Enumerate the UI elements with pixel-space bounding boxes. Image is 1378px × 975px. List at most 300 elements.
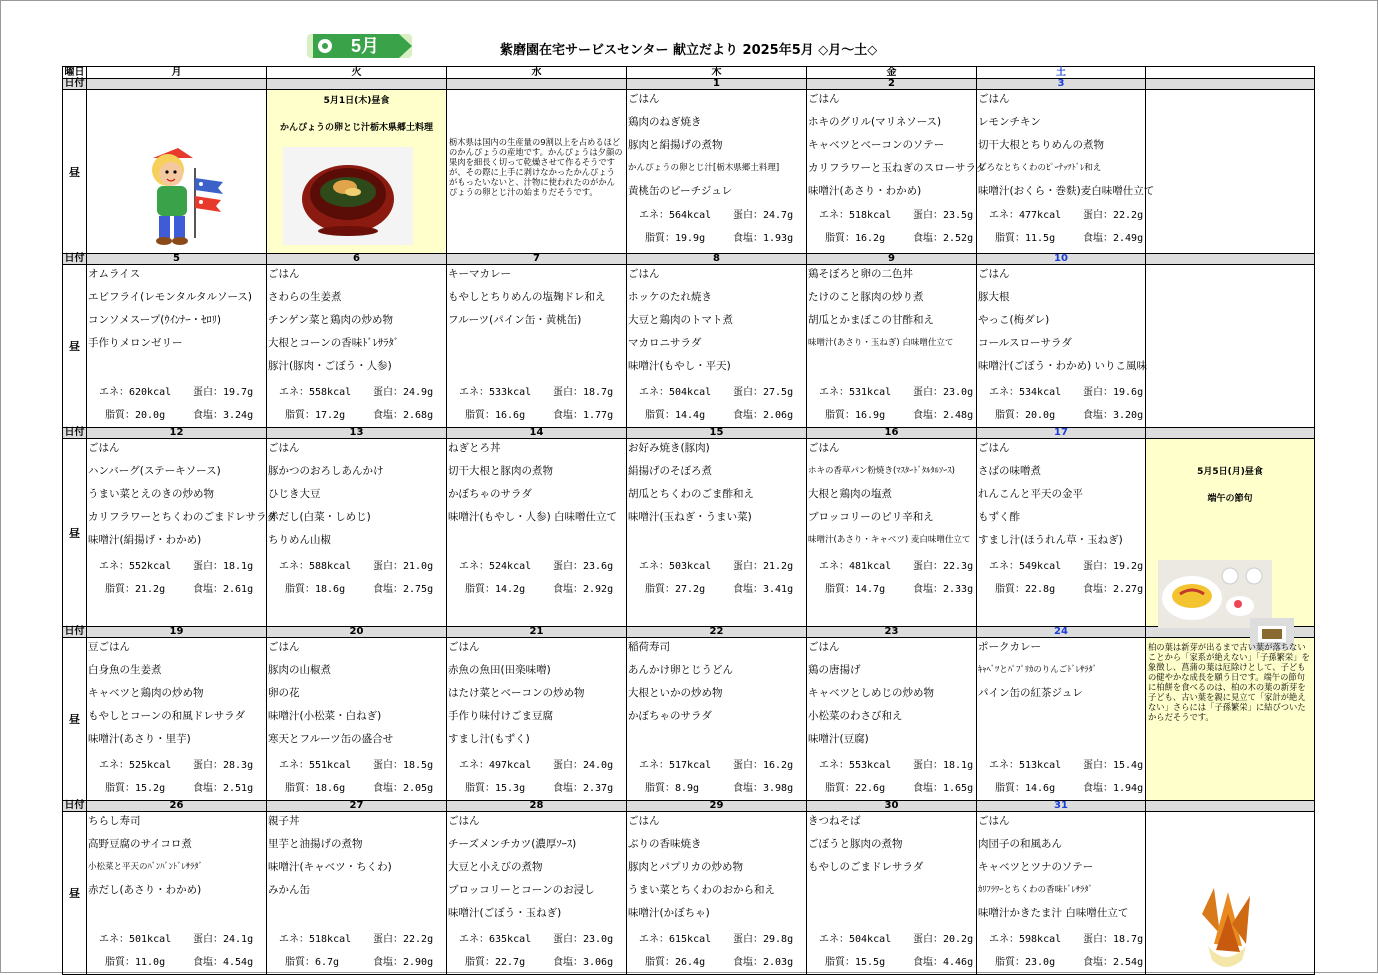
day-cell-body <box>447 265 626 427</box>
day-cell-body <box>267 638 446 800</box>
menu-items <box>808 639 975 754</box>
weekday-0: 月 <box>87 67 267 79</box>
date-cell: 14 <box>447 428 627 439</box>
nutrition-row <box>267 404 446 427</box>
day-cell-body <box>87 812 266 974</box>
weekday-header-row <box>63 67 1315 79</box>
protein-value: 蛋白：28.3g <box>193 760 254 771</box>
date-label: 日付 <box>64 427 85 438</box>
menu-item: ごはん <box>808 93 840 105</box>
date-row <box>63 627 1315 638</box>
menu-item: 大豆と鶏肉のトマト煮 <box>628 314 733 326</box>
menu-item: フルーツ(パイン缶・黄桃缶) <box>448 314 582 326</box>
nutrition-row <box>977 555 1145 578</box>
nutrition-row <box>977 404 1145 427</box>
menu-item: ごはん <box>978 815 1010 827</box>
menu-item: 味噌汁(小松菜・白ねぎ) <box>268 710 382 722</box>
menu-item: ごはん <box>268 641 300 653</box>
nutrition-row <box>627 928 806 951</box>
day-cell <box>627 265 807 428</box>
protein-value: 蛋白：24.7g <box>733 210 794 221</box>
menu-item: うまい菜とちくわのおから和え <box>628 884 775 896</box>
protein-value: 蛋白：23.6g <box>553 561 614 572</box>
menu-item: 卵の花 <box>268 687 300 699</box>
nutrition <box>447 555 626 601</box>
nutrition-row <box>87 928 266 951</box>
menu-item: 鶏そぼろと卵の二色丼 <box>808 268 913 280</box>
lunch-label: 昼 <box>63 638 87 801</box>
menu-item: チーズメンチカツ(濃厚ｿｰｽ) <box>448 838 577 850</box>
nutrition-row <box>977 204 1145 227</box>
nutrition-row <box>807 754 976 777</box>
nutrition-row <box>807 555 976 578</box>
menu-item: 豚肉とパプリカの炒め物 <box>628 861 743 873</box>
protein-value: 蛋白：24.9g <box>373 387 434 398</box>
nutrition-row <box>807 578 976 601</box>
fat-value: 脂質：8.9g <box>645 783 700 794</box>
date-cell: 16 <box>807 428 977 439</box>
protein-value: 蛋白：18.1g <box>913 760 974 771</box>
menu-items <box>628 91 805 206</box>
day-cell-body <box>267 265 446 427</box>
menu-item: ポークカレー <box>978 641 1041 653</box>
salt-value: 食塩：2.68g <box>373 410 434 421</box>
menu-item: キャベツとしめじの炒め物 <box>808 687 934 699</box>
nutrition-row <box>627 555 806 578</box>
nutrition <box>87 381 266 427</box>
feature-cell <box>267 90 623 254</box>
nutrition-row <box>87 555 266 578</box>
menu-item: 味噌汁(あさり・里芋) <box>88 733 191 745</box>
menu-item: ごはん <box>808 641 840 653</box>
menu-item: ごはん <box>978 442 1010 454</box>
menu-item: さばの味噌煮 <box>978 465 1041 477</box>
lunch-label: 昼 <box>63 265 87 428</box>
menu-item: さわらの生姜煮 <box>268 291 342 303</box>
day-cell-body <box>447 638 626 800</box>
nutrition-row <box>807 381 976 404</box>
nutrition <box>627 555 806 601</box>
menu-item: コンソメスープ(ｳｲﾝﾅｰ・ｾﾛﾘ) <box>88 314 221 326</box>
fat-value: 脂質：15.5g <box>825 957 886 968</box>
salt-value: 食塩：3.20g <box>1083 410 1144 421</box>
day-cell-body <box>267 439 446 601</box>
menu-item: もずく酢 <box>978 511 1020 523</box>
date-row <box>63 801 1315 812</box>
nutrition <box>807 381 976 427</box>
menu-item: ごはん <box>448 641 480 653</box>
bamboo-shoot-illustration <box>1194 884 1258 968</box>
nutrition <box>87 928 266 974</box>
weekday-extra <box>1146 67 1315 79</box>
menu-item: カリフラワーとちくわのごまドレサラダ <box>88 511 277 523</box>
menu-item: ごぼうと豚肉の煮物 <box>808 838 903 850</box>
menu-item <box>448 532 625 555</box>
menu-items <box>808 266 975 381</box>
nutrition-row <box>627 204 806 227</box>
protein-value: 蛋白：23.0g <box>913 387 974 398</box>
protein-value: 蛋白：19.6g <box>1083 387 1144 398</box>
nutrition-row <box>447 754 626 777</box>
menu-item: 味噌汁(豆腐) <box>808 733 869 745</box>
fat-value: 脂質：16.6g <box>465 410 526 421</box>
nutrition <box>807 754 976 800</box>
date-cell: 12 <box>87 428 267 439</box>
menu-item <box>88 905 265 928</box>
menu-item: ごはん <box>268 442 300 454</box>
menu-item: 味噌汁(ごぼう・わかめ) いりこ風味 <box>978 360 1148 372</box>
protein-value: 蛋白：22.2g <box>373 934 434 945</box>
menu-items <box>628 266 805 381</box>
energy-value: エネ：615kcal <box>639 934 712 945</box>
extra-cell-body <box>1146 812 1314 974</box>
menu-item: 手作り味付けごま豆腐 <box>448 710 553 722</box>
menu-item: 鶏の唐揚げ <box>808 664 861 676</box>
day-cell <box>807 638 977 801</box>
menu-item: やっこ(梅ダレ) <box>978 314 1050 326</box>
salt-value: 食塩：1.93g <box>733 233 794 244</box>
day-cell <box>627 812 807 975</box>
nutrition <box>977 928 1145 974</box>
fat-value: 脂質：11.5g <box>995 233 1056 244</box>
feature-date: 5月1日(木)昼食 <box>323 96 390 106</box>
menu-item: キャベツと鶏肉の炒め物 <box>88 687 204 699</box>
day-cell-body <box>977 90 1155 250</box>
date-cell: 17 <box>977 428 1146 439</box>
lunch-label: 昼 <box>63 439 87 627</box>
date-cell: 5 <box>87 254 267 265</box>
nutrition <box>627 754 806 800</box>
protein-value: 蛋白：22.3g <box>913 561 974 572</box>
date-cell: 21 <box>447 627 627 638</box>
menu-item: 大根といかの炒め物 <box>628 687 723 699</box>
menu-item: ごはん <box>88 442 120 454</box>
lunch-label: 昼 <box>63 812 87 975</box>
day-cell <box>627 90 807 254</box>
salt-value: 食塩：2.52g <box>913 233 974 244</box>
side-feature-title: 端午の節句 <box>1207 494 1253 504</box>
energy-value: エネ：481kcal <box>819 561 892 572</box>
menu-item: 豚肉と絹揚げの煮物 <box>628 139 723 151</box>
menu-item: 胡瓜とちくわのごま酢和え <box>628 488 754 500</box>
day-cell <box>977 265 1146 428</box>
protein-value: 蛋白：19.7g <box>193 387 254 398</box>
protein-value: 蛋白：21.0g <box>373 561 434 572</box>
menu-items <box>268 639 445 754</box>
menu-item: 味噌汁(ごぼう・玉ねぎ) <box>448 907 562 919</box>
nutrition-row <box>87 951 266 974</box>
day-cell-body <box>447 812 626 974</box>
weekday-3: 木 <box>627 67 807 79</box>
nutrition-row <box>807 928 976 951</box>
day-cell-body <box>447 439 626 601</box>
side-feature-cell <box>1146 439 1315 627</box>
menu-item: ホッケのたれ焼き <box>628 291 712 303</box>
side-feature-text: 柏の葉は新芽が出るまで古い葉が落ちないことから「家系が絶えない」「子孫繁栄」を象徴し、菖蒲の葉は厄除けとして、子どもの健やかな成長を願う日です。端午の節句に柏餅を食べるのは、柏の木の葉の新芽を子ども、古い葉を親に見立て「家計が絶えない」さらには「子孫繁栄」に結びついたからだそうです。 <box>1148 642 1310 722</box>
menu-item: ホキのグリル(マリネソース) <box>808 116 942 128</box>
fat-value: 脂質：26.4g <box>645 957 706 968</box>
nutrition-row <box>447 555 626 578</box>
protein-value: 蛋白：18.7g <box>1083 934 1144 945</box>
date-cell: 22 <box>627 627 807 638</box>
salt-value: 食塩：2.51g <box>193 783 254 794</box>
date-cell <box>87 79 267 90</box>
fat-value: 脂質：20.0g <box>105 410 166 421</box>
menu-item: 赤だし(白菜・しめじ) <box>268 511 371 523</box>
menu-item: 味噌汁かきたま汁 白味噌仕立て <box>978 907 1129 919</box>
date-cell <box>447 79 627 90</box>
salt-value: 食塩：2.37g <box>553 783 614 794</box>
menu-item: もやしとコーンの和風ドレサラダ <box>88 710 246 722</box>
nutrition <box>87 555 266 601</box>
menu-item: ハンバーグ(ステーキソース) <box>88 465 221 477</box>
fat-value: 脂質：11.0g <box>105 957 166 968</box>
menu-item: 黄桃缶のピーチジュレ <box>628 185 733 197</box>
menu-item <box>448 335 625 358</box>
menu-item: 味噌汁(もやし・平天) <box>628 360 731 372</box>
day-cell <box>87 812 267 975</box>
menu-items <box>268 266 445 381</box>
fat-value: 脂質：6.7g <box>285 957 340 968</box>
feature-text: 栃木県は国内の生産量の9割以上を占めるほどのかんぴょうの産地です。かんぴょうは夕顔の果肉を細長く切って乾燥させて作るそうですが、その際に上手に剥けなかったかんぴょうがもったいないと、汁物に使われたのがかんぴょうの卵とじ汁の始まりだそうです。 <box>449 137 623 197</box>
nutrition-row <box>447 928 626 951</box>
fat-value: 脂質：22.7g <box>465 957 526 968</box>
weekday-1: 火 <box>267 67 447 79</box>
child-carp-streamer-illustration <box>123 138 233 248</box>
menu-item: ねぎとろ丼 <box>448 442 501 454</box>
extra-cell <box>1146 90 1315 254</box>
date-cell: 3 <box>977 79 1146 90</box>
salt-value: 食塩：3.41g <box>733 584 794 595</box>
menu-item <box>978 708 1144 731</box>
fat-value: 脂質：27.2g <box>645 584 706 595</box>
menu-item: ブロッコリーのピリ辛和え <box>808 511 934 523</box>
day-cell <box>87 90 267 254</box>
menu-items <box>628 813 805 928</box>
day-cell <box>267 265 447 428</box>
menu-item: 赤だし(あさり・わかめ) <box>88 884 202 896</box>
menu-item: 赤魚の魚田(田楽味噌) <box>448 664 551 676</box>
energy-value: エネ：552kcal <box>99 561 172 572</box>
day-cell <box>87 265 267 428</box>
nutrition-row <box>267 928 446 951</box>
day-cell-body <box>267 812 446 974</box>
menu-item <box>448 358 625 381</box>
menu-items <box>978 639 1144 754</box>
nutrition-row <box>627 578 806 601</box>
nutrition <box>447 754 626 800</box>
menu-item: お好み焼き(豚肉) <box>628 442 710 454</box>
salt-value: 食塩：3.06g <box>553 957 614 968</box>
day-cell-body <box>627 812 806 974</box>
menu-item: 鶏肉のねぎ焼き <box>628 116 702 128</box>
fat-value: 脂質：16.2g <box>825 233 886 244</box>
day-cell <box>977 638 1146 801</box>
day-cell <box>977 90 1155 254</box>
salt-value: 食塩：4.54g <box>193 957 254 968</box>
menu-item: ひじき大豆 <box>268 488 321 500</box>
nutrition-row <box>807 777 976 800</box>
extra-cell <box>1146 812 1315 975</box>
month-badge-text: 5月 <box>350 36 380 56</box>
salt-value: 食塩：2.03g <box>733 957 794 968</box>
menu-item: キャベツとツナのソテー <box>978 861 1094 873</box>
menu-item: かぼちゃのサラダ <box>628 710 712 722</box>
energy-value: エネ：534kcal <box>989 387 1062 398</box>
day-cell <box>977 812 1146 975</box>
menu-items <box>978 91 1155 206</box>
menu-item: はたけ菜とベーコンの炒め物 <box>448 687 585 699</box>
menu-items <box>88 813 265 928</box>
menu-item: 豚大根 <box>978 291 1010 303</box>
protein-value: 蛋白：20.2g <box>913 934 974 945</box>
menu-item: 味噌汁(あさり・玉ねぎ) 白味噌仕立て <box>808 338 954 348</box>
fat-value: 脂質：14.6g <box>995 783 1056 794</box>
menu-item: 豆ごはん <box>88 641 130 653</box>
day-cell-body <box>267 93 623 253</box>
nutrition-row <box>87 404 266 427</box>
day-cell-body <box>447 90 626 250</box>
date-row <box>63 428 1315 439</box>
date-label: 日付 <box>64 253 85 264</box>
salt-value: 食塩：2.75g <box>373 584 434 595</box>
nutrition-row <box>977 754 1145 777</box>
menu-item: ごはん <box>808 442 840 454</box>
nutrition <box>447 381 626 427</box>
menu-item: ごはん <box>628 815 660 827</box>
menu-items <box>88 639 265 754</box>
menu-item: うまい菜とえのきの炒め物 <box>88 488 214 500</box>
date-label: 日付 <box>64 626 85 637</box>
energy-value: エネ：531kcal <box>819 387 892 398</box>
menu-item <box>808 905 975 928</box>
energy-value: エネ：517kcal <box>639 760 712 771</box>
nutrition-row <box>977 928 1145 951</box>
menu-item: あんかけ卵とじうどん <box>628 664 733 676</box>
salt-value: 食塩：2.90g <box>373 957 434 968</box>
menu-item: 豚汁(豚肉・ごぼう・人参) <box>268 360 392 372</box>
menu-item: 大根とコーンの香味ﾄﾞﾚｻﾗﾀﾞ <box>268 337 400 349</box>
salt-value: 食塩：2.92g <box>553 584 614 595</box>
day-cell <box>977 439 1146 627</box>
protein-value: 蛋白：21.2g <box>733 561 794 572</box>
menu-item: ホキの香草パン粉焼き(ﾏｽﾀｰﾄﾞﾀﾙﾀﾙｿｰｽ) <box>808 466 955 476</box>
menu-items <box>448 813 625 928</box>
nutrition <box>267 555 446 601</box>
lunch-row <box>63 638 1315 801</box>
menu-item: 寒天とフルーツ缶の盛合せ <box>268 733 394 745</box>
nutrition-row <box>627 754 806 777</box>
fat-value: 脂質：15.3g <box>465 783 526 794</box>
menu-item: 絹揚げのそぼろ煮 <box>628 465 712 477</box>
salt-value: 食塩：3.24g <box>193 410 254 421</box>
protein-value: 蛋白：19.2g <box>1083 561 1144 572</box>
menu-items <box>978 813 1144 928</box>
nutrition <box>807 928 976 974</box>
side-feature-date: 5月5日(月)昼食 <box>1197 467 1263 477</box>
day-cell <box>447 812 627 975</box>
salt-value: 食塩：2.54g <box>1083 957 1144 968</box>
nutrition <box>267 754 446 800</box>
fat-value: 脂質：14.4g <box>645 410 706 421</box>
nutrition-row <box>87 754 266 777</box>
fat-value: 脂質：22.6g <box>825 783 886 794</box>
energy-value: エネ：518kcal <box>819 210 892 221</box>
date-cell: 9 <box>807 254 977 265</box>
day-cell <box>87 439 277 627</box>
lunch-row <box>63 439 1315 627</box>
menu-item: ごはん <box>978 268 1010 280</box>
menu-item: 味噌汁(かぼちゃ) <box>628 907 710 919</box>
nutrition <box>977 555 1145 601</box>
day-cell <box>447 439 627 627</box>
menu-item: かぼちゃのサラダ <box>448 488 532 500</box>
nutrition-row <box>627 951 806 974</box>
nutrition-row <box>447 381 626 404</box>
energy-value: エネ：558kcal <box>279 387 352 398</box>
day-cell-body <box>87 90 266 250</box>
menu-item: もやしとちりめんの塩麹ドレ和え <box>448 291 606 303</box>
extra-cell-body <box>1146 464 1314 626</box>
menu-items <box>268 440 445 555</box>
date-cell: 27 <box>267 801 447 812</box>
day-cell-body <box>627 90 806 250</box>
nutrition-row <box>87 777 266 800</box>
nutrition-row <box>447 951 626 974</box>
nutrition-row <box>447 578 626 601</box>
menu-item <box>88 358 265 381</box>
date-cell: 10 <box>977 254 1146 265</box>
nutrition-row <box>267 381 446 404</box>
menu-item: ぶりの香味焼き <box>628 838 702 850</box>
fat-value: 脂質：21.2g <box>105 584 166 595</box>
menu-item: 味噌汁(おくら・巻麩)麦白味噌仕立て <box>978 185 1155 197</box>
nutrition <box>807 555 976 601</box>
fat-value: 脂質：22.8g <box>995 584 1056 595</box>
nutrition-row <box>627 777 806 800</box>
day-cell <box>447 265 627 428</box>
date-cell: 7 <box>447 254 627 265</box>
energy-value: エネ：549kcal <box>989 561 1062 572</box>
salt-value: 食塩：1.65g <box>913 783 974 794</box>
menu-items <box>88 266 265 381</box>
protein-value: 蛋白：18.7g <box>553 387 614 398</box>
menu-item <box>808 882 975 905</box>
menu-item: 親子丼 <box>268 815 300 827</box>
day-cell-body <box>87 439 277 601</box>
day-cell-body <box>977 812 1145 974</box>
menu-item: 白身魚の生姜煮 <box>88 664 162 676</box>
menu-item: コールスローサラダ <box>978 337 1072 349</box>
nutrition-row <box>87 578 266 601</box>
protein-value: 蛋白：16.2g <box>733 760 794 771</box>
day-cell-body <box>807 638 976 800</box>
energy-value: エネ：598kcal <box>989 934 1062 945</box>
energy-value: エネ：620kcal <box>99 387 172 398</box>
date-cell: 31 <box>977 801 1146 812</box>
salt-value: 食塩：2.27g <box>1083 584 1144 595</box>
nutrition <box>447 928 626 974</box>
menu-items <box>628 639 805 754</box>
date-cell: 26 <box>87 801 267 812</box>
energy-value: エネ：553kcal <box>819 760 892 771</box>
menu-item: オムライス <box>88 268 141 280</box>
day-cell <box>447 90 627 254</box>
protein-value: 蛋白：24.0g <box>553 760 614 771</box>
energy-value: エネ：551kcal <box>279 760 352 771</box>
day-cell <box>807 265 977 428</box>
page-title: 紫磨園在宅サービスセンター 献立だより 2025年5月 ◇月～土◇ <box>500 43 878 58</box>
